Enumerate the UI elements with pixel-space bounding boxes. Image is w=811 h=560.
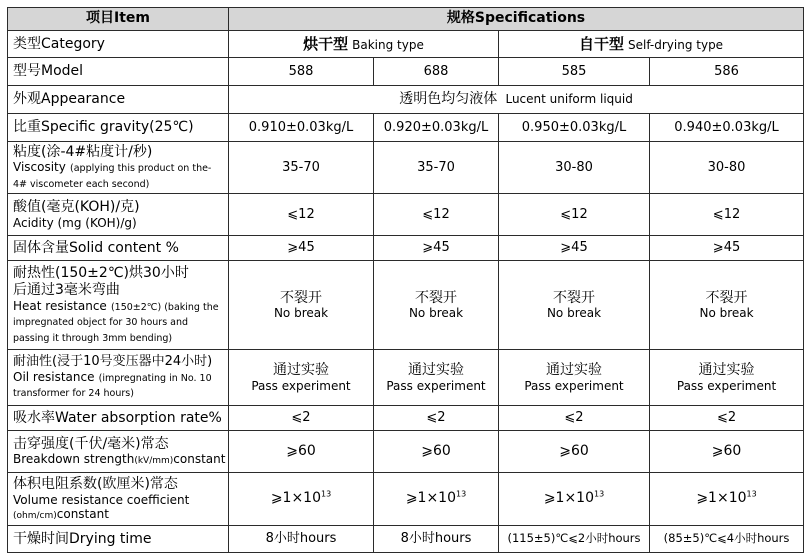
category-self-cn: 自干型 (578, 34, 624, 53)
oil-value-en: Pass experiment (251, 378, 351, 393)
heat-label-note: (150±2℃) (baking the impregnated object for 30 hours and passing it through 3mm bending) (13, 301, 219, 344)
oil-value (374, 349, 499, 405)
drying-row (8, 526, 804, 553)
appearance-label: 外观Appearance (8, 86, 229, 114)
header-specifications: 规格Specifications (229, 8, 804, 31)
heat-value-cn: 不裂开 (415, 289, 457, 306)
heat-label (8, 261, 229, 350)
model-row (8, 58, 804, 86)
water-value: ⩽2 (374, 405, 499, 431)
model-value: 586 (650, 58, 804, 86)
drying-label: 干燥时间Drying time (8, 526, 229, 553)
breakdown-row (8, 431, 804, 472)
appearance-row (8, 86, 804, 114)
model-label: 型号Model (8, 58, 229, 86)
volume-value (374, 472, 499, 526)
heat-label-cn2: 后通过3毫米弯曲 (13, 281, 120, 298)
volume-value-exp: 13 (746, 489, 757, 499)
gravity-value: 0.950±0.03kg/L (499, 114, 650, 142)
header-row (8, 8, 804, 31)
heat-value (229, 261, 374, 350)
oil-value-cn: 通过实验 (273, 361, 329, 378)
breakdown-label-unit: (kV/mm) (134, 456, 174, 467)
heat-value-en: No break (273, 306, 329, 321)
water-row (8, 405, 804, 431)
drying-value: 8小时hours (374, 526, 499, 553)
viscosity-value: 30-80 (499, 141, 650, 194)
acidity-label-en: Acidity (mg (KOH)/g) (13, 215, 137, 230)
viscosity-value: 35-70 (374, 141, 499, 194)
volume-value (650, 472, 804, 526)
acidity-value: ⩽12 (499, 194, 650, 235)
drying-value: (115±5)℃⩽2小时hours (499, 526, 650, 553)
viscosity-label-note: (applying this product on the-4# viscometer each second) (13, 163, 212, 191)
volume-row (8, 472, 804, 526)
oil-value (229, 349, 374, 405)
oil-value-en: Pass experiment (524, 378, 624, 393)
model-value: 585 (499, 58, 650, 86)
volume-value-exp: 13 (321, 489, 332, 499)
drying-value: 8小时hours (229, 526, 374, 553)
heat-value (650, 261, 804, 350)
category-row (8, 30, 804, 58)
viscosity-row (8, 141, 804, 194)
heat-value-cn: 不裂开 (280, 289, 322, 306)
oil-value-cn: 通过实验 (546, 361, 602, 378)
heat-value (499, 261, 650, 350)
oil-value (650, 349, 804, 405)
solid-row (8, 235, 804, 261)
category-baking-en: Baking type (352, 37, 424, 52)
breakdown-value: ⩾60 (650, 431, 804, 472)
heat-value-cn: 不裂开 (705, 289, 748, 306)
water-value: ⩽2 (650, 405, 804, 431)
breakdown-value: ⩾60 (374, 431, 499, 472)
acidity-value: ⩽12 (650, 194, 804, 235)
oil-value-en: Pass experiment (676, 378, 777, 393)
gravity-value: 0.910±0.03kg/L (229, 114, 374, 142)
volume-value-base: ⩾1×10 (696, 490, 747, 507)
appearance-value-cn: 透明色均匀液体 (399, 91, 498, 108)
oil-value (499, 349, 650, 405)
viscosity-label-en: Viscosity (13, 160, 66, 175)
heat-value-cn: 不裂开 (553, 289, 595, 306)
volume-value-exp: 13 (456, 489, 467, 499)
volume-label-constant: constant (56, 507, 109, 522)
viscosity-label (8, 141, 229, 194)
breakdown-value: ⩾60 (499, 431, 650, 472)
breakdown-label-constant: constant (173, 452, 226, 467)
water-value: ⩽2 (499, 405, 650, 431)
gravity-label: 比重Specific gravity(25℃) (8, 114, 229, 142)
heat-value-en: No break (546, 306, 602, 321)
viscosity-value: 30-80 (650, 141, 804, 194)
category-self-en: Self-drying type (628, 37, 724, 52)
heat-row (8, 261, 804, 350)
specifications-table (7, 7, 804, 553)
breakdown-label (8, 431, 229, 472)
appearance-value-en: Lucent uniform liquid (505, 92, 633, 107)
appearance-value (229, 86, 804, 114)
category-label: 类型Category (8, 30, 229, 58)
gravity-value: 0.940±0.03kg/L (650, 114, 804, 142)
acidity-value: ⩽12 (374, 194, 499, 235)
acidity-label-cn: 酸值(毫克(KOH)/克) (13, 198, 140, 215)
model-value: 588 (229, 58, 374, 86)
breakdown-label-en: Breakdown strength (13, 452, 135, 467)
heat-value-en: No break (408, 306, 464, 321)
volume-label-cn: 体积电阻系数(欧厘米)常态 (13, 475, 178, 492)
gravity-value: 0.920±0.03kg/L (374, 114, 499, 142)
heat-label-en: Heat resistance (13, 298, 107, 313)
category-baking-cn: 烘干型 (303, 34, 349, 53)
header-item: 项目Item (8, 8, 229, 31)
volume-label-en: Volume resistance coefficient (13, 492, 190, 507)
acidity-value: ⩽12 (229, 194, 374, 235)
oil-label-en: Oil resistance (13, 369, 95, 384)
gravity-row (8, 114, 804, 142)
oil-value-cn: 通过实验 (408, 361, 464, 378)
breakdown-value: ⩾60 (229, 431, 374, 472)
volume-value-exp: 13 (594, 489, 605, 499)
viscosity-value: 35-70 (229, 141, 374, 194)
volume-value-base: ⩾1×10 (405, 490, 456, 507)
oil-row (8, 349, 804, 405)
solid-value: ⩾45 (374, 235, 499, 261)
water-value: ⩽2 (229, 405, 374, 431)
viscosity-label-cn: 粘度(涂-4#粘度计/秒) (13, 143, 153, 160)
solid-label: 固体含量Solid content % (8, 235, 229, 261)
solid-value: ⩾45 (650, 235, 804, 261)
breakdown-label-cn: 击穿强度(千伏/毫米)常态 (13, 435, 169, 452)
volume-value-base: ⩾1×10 (543, 490, 594, 507)
volume-label-unit: (ohm/cm) (13, 511, 57, 522)
solid-value: ⩾45 (499, 235, 650, 261)
heat-value-en: No break (699, 306, 754, 321)
volume-label (8, 472, 229, 526)
solid-value: ⩾45 (229, 235, 374, 261)
volume-value (499, 472, 650, 526)
oil-value-en: Pass experiment (386, 378, 486, 393)
oil-label (8, 349, 229, 405)
acidity-row (8, 194, 804, 235)
oil-value-cn: 通过实验 (698, 361, 755, 378)
category-self-drying (499, 30, 804, 58)
model-value: 688 (374, 58, 499, 86)
heat-value (374, 261, 499, 350)
acidity-label (8, 194, 229, 235)
volume-value (229, 472, 374, 526)
heat-label-cn1: 耐热性(150±2℃)烘30小时 (13, 265, 189, 281)
oil-label-cn: 耐油性(浸于10号变压器中24小时) (13, 353, 213, 369)
category-baking (229, 30, 499, 58)
volume-value-base: ⩾1×10 (270, 490, 321, 507)
oil-label-note: (impregnating in No. 10 transformer for 24 hours) (13, 372, 212, 400)
drying-value: (85±5)℃⩽4小时hours (650, 526, 804, 553)
water-label: 吸水率Water absorption rate% (8, 405, 229, 431)
